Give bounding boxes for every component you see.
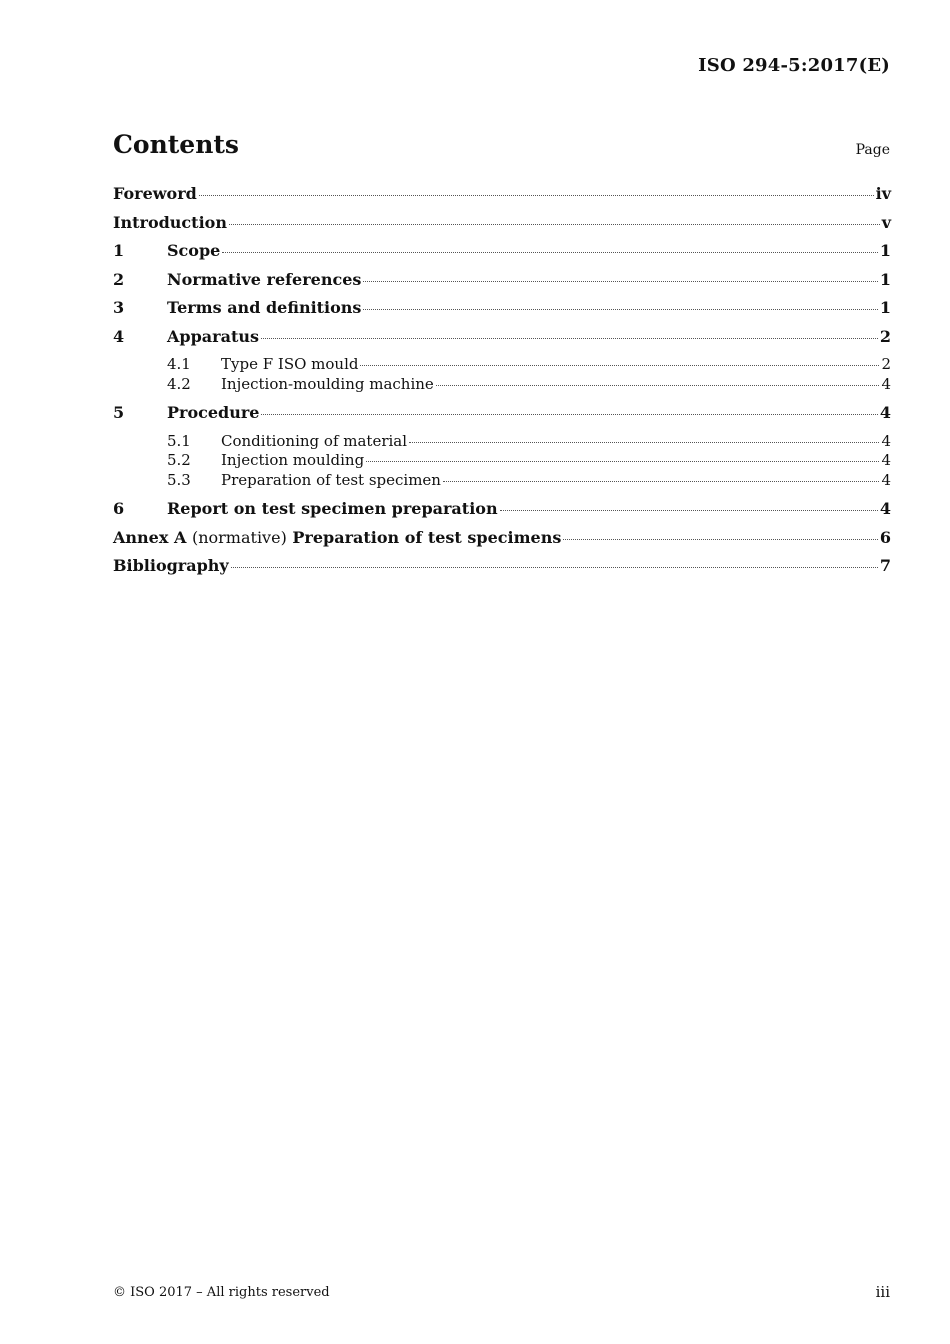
toc-subentry-preparation-of-test-specimen[interactable]: [113, 471, 891, 491]
toc-entry-title: Bibliography: [113, 556, 229, 575]
toc-entry-number: 6: [113, 499, 125, 518]
toc-entry-title: [113, 528, 561, 547]
toc-entry-title: Introduction: [113, 212, 227, 232]
toc-entry-title: Terms and definitions: [167, 298, 362, 317]
toc-subentry-type-f-iso-mould[interactable]: [113, 355, 891, 375]
toc-entry-page: 4: [879, 499, 891, 518]
dot-leader: [409, 441, 879, 443]
toc-entry-page: 6: [879, 527, 891, 547]
toc-entry-foreword[interactable]: [113, 184, 891, 213]
dot-leader: [563, 538, 878, 540]
annex-label: Annex A: [113, 527, 187, 547]
toc-entry-title: Preparation of test specimen: [221, 470, 441, 489]
dot-leader: [363, 308, 877, 310]
page-column-label: Page: [855, 142, 890, 158]
toc-entry-title: Normative references: [167, 269, 362, 289]
annex-title: Preparation of test specimens: [292, 527, 562, 547]
toc-entry-page: 2: [881, 355, 891, 373]
toc-entry-page: 7: [879, 556, 891, 575]
toc-entry-introduction[interactable]: [113, 213, 891, 242]
toc-entry-bibliography[interactable]: [113, 556, 891, 585]
dot-leader: [360, 364, 879, 366]
toc-entry-apparatus[interactable]: [113, 327, 891, 356]
toc-entry-procedure[interactable]: [113, 403, 891, 432]
toc-entry-title: Scope: [167, 241, 221, 260]
dot-leader: [261, 337, 878, 339]
toc-entry-title: Apparatus: [167, 326, 259, 346]
dot-leader: [366, 460, 879, 462]
dot-leader: [500, 509, 878, 511]
toc-entry-annex-a[interactable]: [113, 528, 891, 557]
dot-leader: [443, 480, 879, 482]
toc-entry-title: Injection moulding: [221, 451, 365, 469]
toc-entry-title: Type F ISO mould: [221, 355, 359, 373]
toc-subentry-injection-moulding-machine[interactable]: [113, 375, 891, 395]
toc-subentry-injection-moulding[interactable]: [113, 451, 891, 471]
toc-entry-page: 4: [881, 470, 891, 489]
toc-entry-number: 5.2: [167, 451, 191, 469]
toc-subentry-conditioning-of-material[interactable]: [113, 432, 891, 452]
toc-entry-number: 4.1: [167, 355, 191, 373]
toc-entry-number: 4: [113, 326, 125, 346]
toc-entry-page: v: [881, 212, 891, 232]
toc-entry-number: 4.2: [167, 374, 191, 393]
toc-entry-page: iv: [875, 184, 891, 203]
toc-entry-number: 5.3: [167, 470, 191, 489]
toc-entry-page: 1: [879, 241, 891, 260]
toc-entry-page: 2: [879, 326, 891, 346]
dot-leader: [231, 566, 878, 568]
toc-entry-report[interactable]: [113, 499, 891, 528]
dot-leader: [436, 384, 880, 386]
page-number: iii: [875, 1283, 890, 1301]
toc-entry-title: Report on test specimen preparation: [167, 499, 498, 518]
toc-entry-number: 5.1: [167, 431, 191, 450]
table-of-contents: [113, 184, 891, 585]
toc-entry-page: 4: [879, 403, 891, 422]
toc-entry-title: Injection-moulding machine: [221, 374, 434, 393]
toc-entry-title: Foreword: [113, 184, 197, 203]
toc-entry-title: Procedure: [167, 403, 260, 422]
dot-leader: [229, 223, 880, 225]
toc-entry-number: 1: [113, 241, 125, 260]
toc-entry-number: 5: [113, 403, 125, 422]
toc-entry-normative-references[interactable]: [113, 270, 891, 299]
dot-leader: [199, 194, 874, 196]
dot-leader: [222, 251, 878, 253]
dot-leader: [261, 413, 877, 415]
dot-leader: [363, 280, 877, 282]
toc-entry-title: Conditioning of material: [221, 431, 408, 450]
document-id: ISO 294-5:2017(E): [698, 55, 890, 76]
toc-entry-page: 1: [879, 269, 891, 289]
annex-qualifier: (normative): [191, 527, 287, 547]
toc-entry-page: 4: [881, 451, 891, 469]
toc-entry-terms-and-definitions[interactable]: [113, 298, 891, 327]
toc-entry-page: 4: [881, 431, 891, 450]
toc-entry-page: 1: [879, 298, 891, 317]
toc-entry-page: 4: [881, 374, 891, 393]
contents-title: Contents: [113, 130, 240, 159]
copyright-notice: © ISO 2017 – All rights reserved: [113, 1285, 330, 1300]
toc-entry-scope[interactable]: [113, 241, 891, 270]
toc-entry-number: 3: [113, 298, 125, 317]
toc-entry-number: 2: [113, 269, 125, 289]
